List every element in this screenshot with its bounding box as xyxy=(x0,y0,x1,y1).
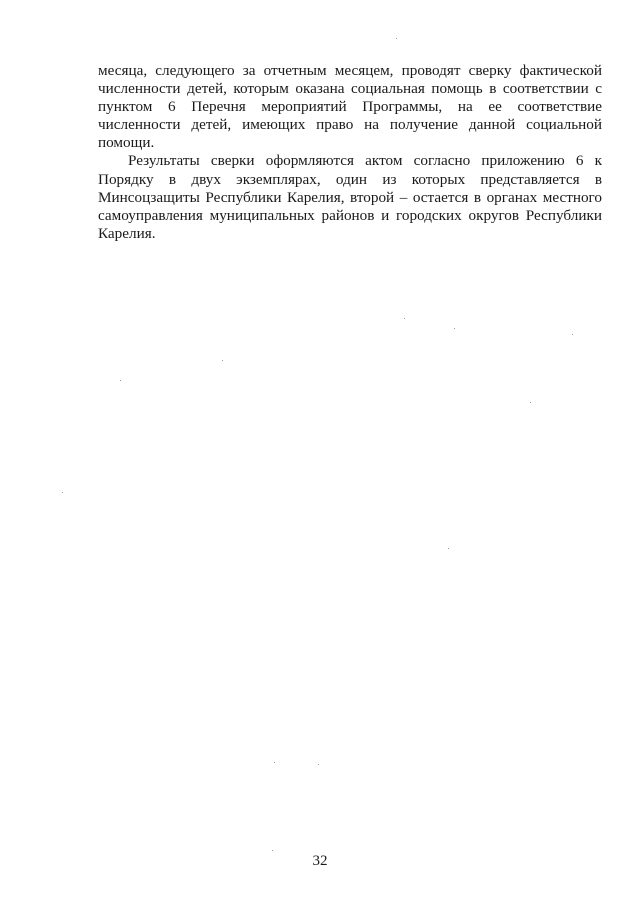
scan-speck xyxy=(274,762,275,763)
document-body xyxy=(98,62,602,243)
page-number: 32 xyxy=(312,853,328,869)
scan-speck xyxy=(448,548,449,549)
scan-speck xyxy=(120,380,121,381)
scan-speck xyxy=(222,360,223,361)
paragraph-reconciliation-results: Результаты сверки оформляются актом согласно приложению 6 к Порядку в двух экземплярах, один из которых представляется в Минсоцзащиты Республики Карелия, второй – остается в органах местного самоуправления муниципальных районов и городских округов Республики Карелия. xyxy=(98,152,602,242)
scan-speck xyxy=(404,318,405,319)
paragraph-continuation: месяца, следующего за отчетным месяцем, проводят сверку фактической численности детей, которым оказана социальная помощь в соответствии с пунктом 6 Перечня мероприятий Программы, на ее соответствие численности детей, имеющих право на получение данной социальной помощи. xyxy=(98,62,602,152)
scan-speck xyxy=(272,850,273,851)
scan-speck xyxy=(318,764,319,765)
scan-speck xyxy=(572,334,573,335)
scan-speck xyxy=(62,492,63,493)
scan-speck xyxy=(530,402,531,403)
scan-speck xyxy=(454,328,455,329)
scan-speck xyxy=(396,38,397,39)
